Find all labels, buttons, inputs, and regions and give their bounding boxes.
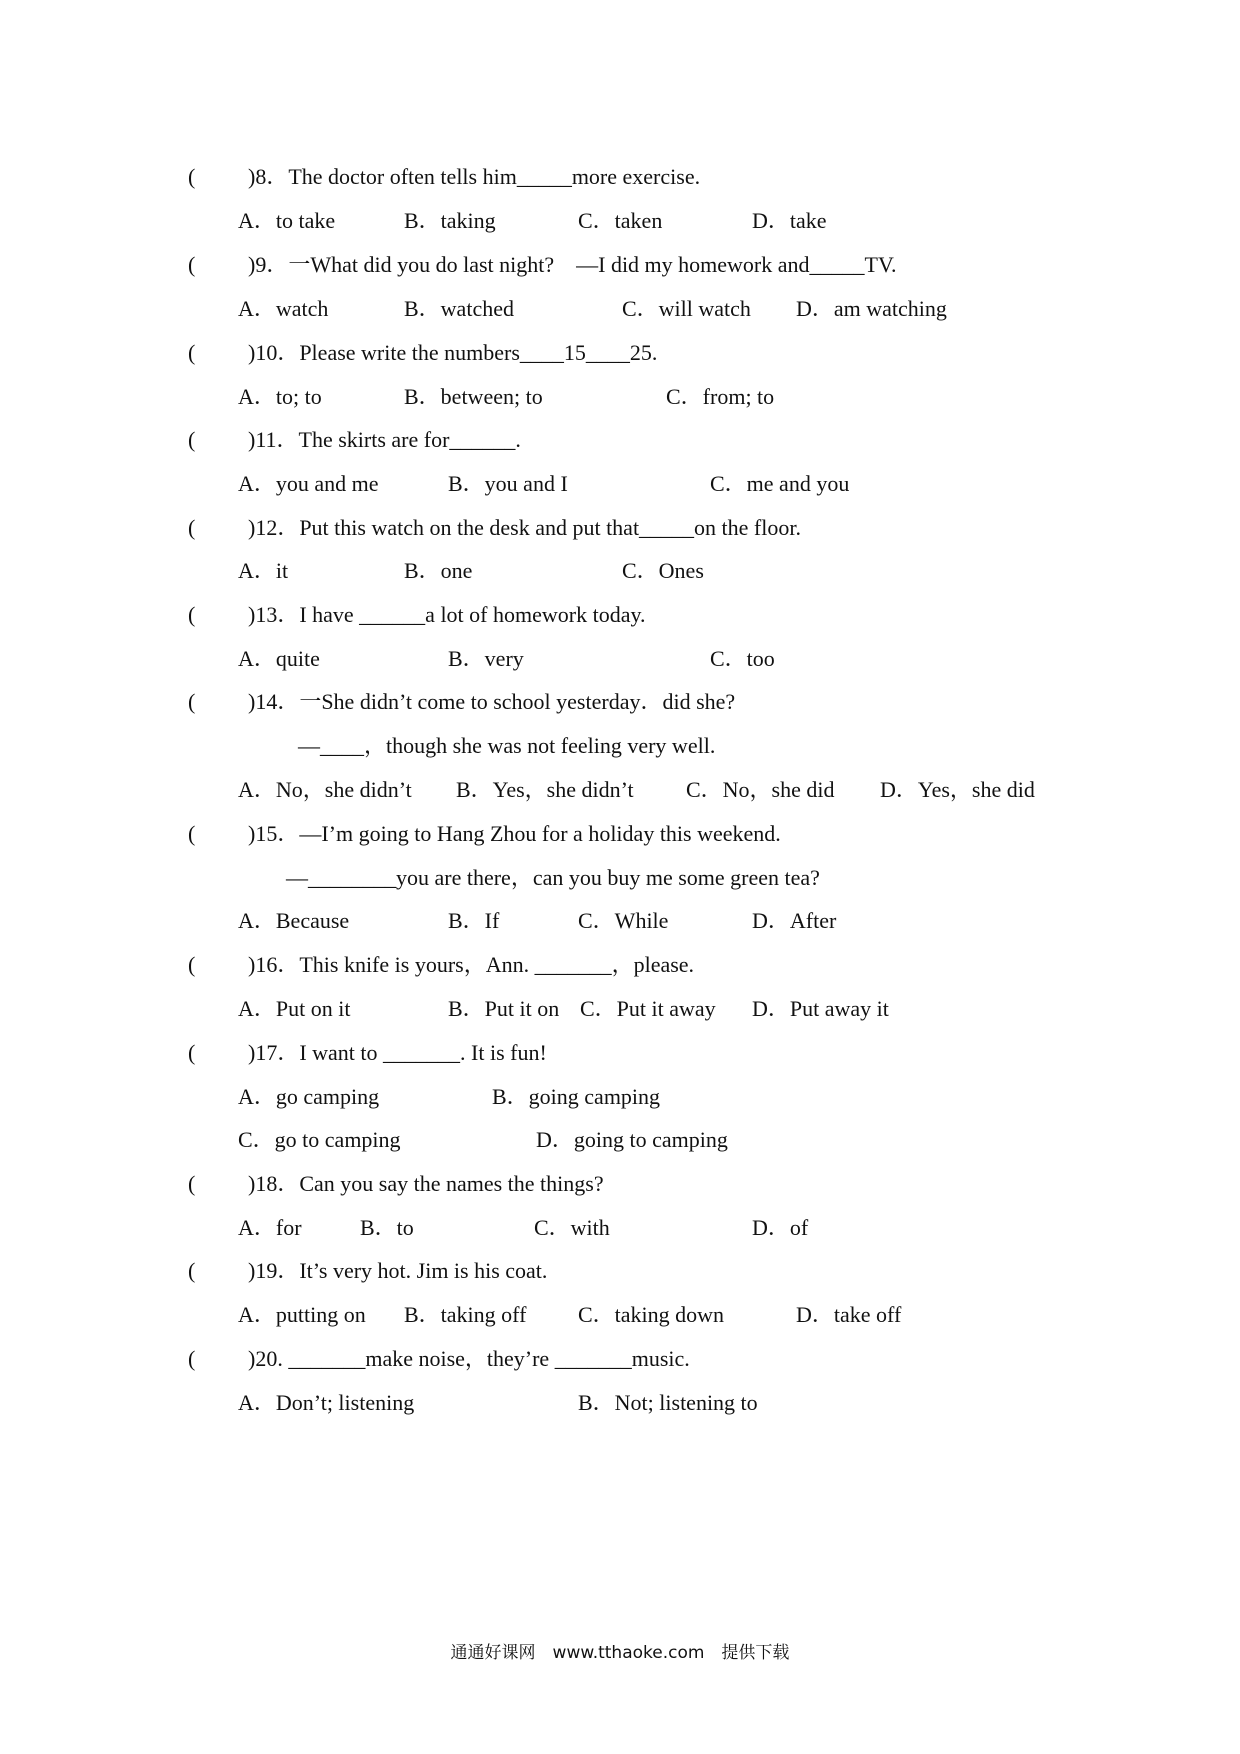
option-a: A．Put on it xyxy=(238,996,351,1021)
question-continuation: —________you are there，can you buy me some green tea? xyxy=(286,865,820,890)
option-c: C．go to camping xyxy=(238,1127,401,1152)
answer-paren: ( xyxy=(188,340,196,365)
option-a: A．you and me xyxy=(238,471,379,496)
answer-paren: ( xyxy=(188,164,196,189)
option-b: B．Not; listening to xyxy=(578,1390,758,1415)
option-c: C．too xyxy=(710,646,775,671)
answer-paren: ( xyxy=(188,427,196,452)
answer-paren: ( xyxy=(188,515,196,540)
answer-paren: ( xyxy=(188,952,196,977)
option-b: B．If xyxy=(448,908,500,933)
question-text: )11．The skirts are for______. xyxy=(248,427,521,452)
question-text: )12．Put this watch on the desk and put that_____on the floor. xyxy=(248,515,801,540)
option-d: D．of xyxy=(752,1215,809,1240)
question-text: )14．一She didn’t come to school yesterday．did she? xyxy=(248,689,736,714)
answer-paren: ( xyxy=(188,1171,196,1196)
option-c: C．Ones xyxy=(622,558,704,583)
answer-paren: ( xyxy=(188,1346,196,1371)
option-d: D．After xyxy=(752,908,837,933)
option-a: A．watch xyxy=(238,296,329,321)
option-a: A．quite xyxy=(238,646,320,671)
option-c: C．will watch xyxy=(622,296,751,321)
option-d: D．am watching xyxy=(796,296,947,321)
option-b: B．between; to xyxy=(404,384,543,409)
question-text: )9．一What did you do last night? —I did my homework and_____TV. xyxy=(248,252,897,277)
option-c: C．Put it away xyxy=(580,996,716,1021)
option-a: A．Because xyxy=(238,908,350,933)
option-b: B．one xyxy=(404,558,473,583)
option-c: C．me and you xyxy=(710,471,850,496)
question-text: )19．It’s very hot. Jim is his coat. xyxy=(248,1258,548,1283)
option-c: C．While xyxy=(578,908,669,933)
question-text: )16．This knife is yours，Ann. _______，please. xyxy=(248,952,695,977)
option-b: B．very xyxy=(448,646,524,671)
option-c: C．from; to xyxy=(666,384,775,409)
answer-paren: ( xyxy=(188,1258,196,1283)
answer-paren: ( xyxy=(188,1040,196,1065)
option-a: A．it xyxy=(238,558,289,583)
option-c: C．No，she did xyxy=(686,777,835,802)
question-text: )20. _______make noise，they’re _______music. xyxy=(248,1346,690,1371)
option-d: D．going to camping xyxy=(536,1127,728,1152)
answer-paren: ( xyxy=(188,252,196,277)
option-b: B．you and I xyxy=(448,471,568,496)
option-a: A．to take xyxy=(238,208,336,233)
question-text: )17．I want to _______. It is fun! xyxy=(248,1040,547,1065)
question-text: )10．Please write the numbers____15____25. xyxy=(248,340,658,365)
option-a: A．putting on xyxy=(238,1302,366,1327)
option-c: C．taken xyxy=(578,208,663,233)
question-text: )18．Can you say the names the things? xyxy=(248,1171,604,1196)
option-a: A．No，she didn’t xyxy=(238,777,412,802)
question-text: )13．I have ______a lot of homework today. xyxy=(248,602,646,627)
option-d: D．take off xyxy=(796,1302,902,1327)
option-b: B．Yes，she didn’t xyxy=(456,777,634,802)
option-d: D．Yes，she did xyxy=(880,777,1035,802)
question-continuation: —____，though she was not feeling very well. xyxy=(298,733,716,758)
option-d: D．Put away it xyxy=(752,996,889,1021)
option-a: A．for xyxy=(238,1215,302,1240)
option-c: C．with xyxy=(534,1215,610,1240)
answer-paren: ( xyxy=(188,689,196,714)
option-d: D．take xyxy=(752,208,827,233)
option-a: A．Don’t; listening xyxy=(238,1390,415,1415)
option-b: B．going camping xyxy=(492,1084,661,1109)
option-b: B．Put it on xyxy=(448,996,560,1021)
answer-paren: ( xyxy=(188,821,196,846)
option-a: A．to; to xyxy=(238,384,322,409)
option-b: B．taking xyxy=(404,208,496,233)
question-text: )15．—I’m going to Hang Zhou for a holiday this weekend. xyxy=(248,821,781,846)
answer-paren: ( xyxy=(188,602,196,627)
option-b: B．taking off xyxy=(404,1302,527,1327)
option-c: C．taking down xyxy=(578,1302,725,1327)
option-a: A．go camping xyxy=(238,1084,380,1109)
option-b: B．watched xyxy=(404,296,514,321)
question-text: )8．The doctor often tells him_____more exercise. xyxy=(248,164,701,189)
page-footer: 通通好课网 www.tthaoke.com 提供下载 xyxy=(450,1643,790,1663)
option-b: B．to xyxy=(360,1215,414,1240)
